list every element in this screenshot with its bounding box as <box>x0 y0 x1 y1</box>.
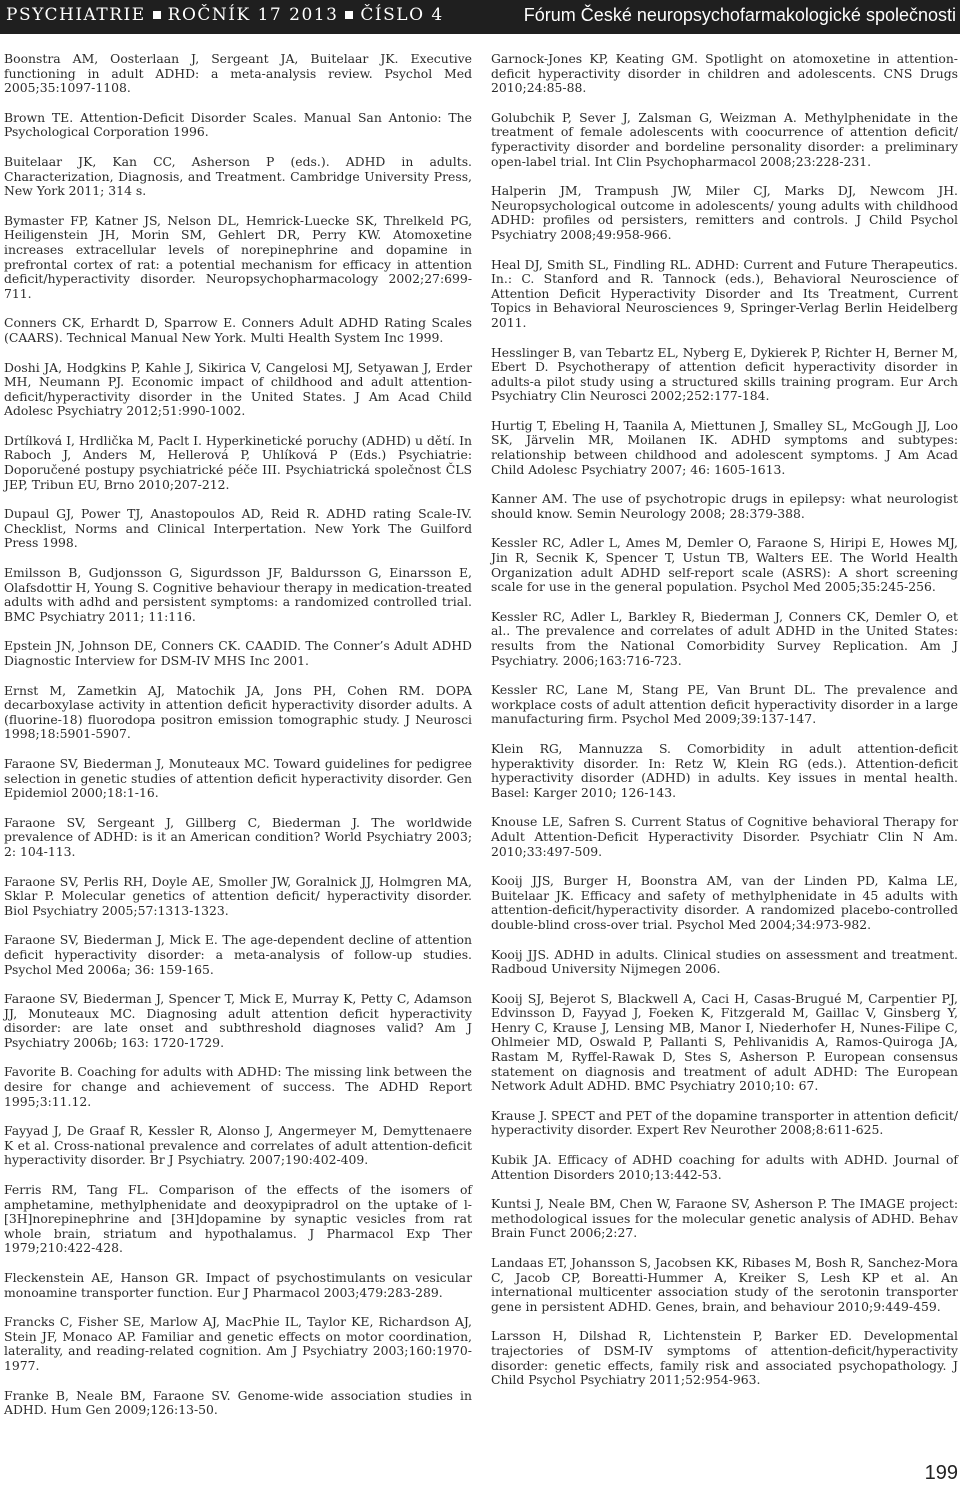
reference-entry: Heal DJ, Smith SL, Findling RL. ADHD: Current and Future Therapeutics. In.: C. Stanford and R. Tannock (eds.), Behavioral Neuroscience of Attention Deficit Hyperactivity Disorder and Its Treatment, Current Topics in Behavioral Neurosciences 9, Springer-Verlag Berlin Heidelberg 2011. <box>491 256 958 330</box>
reference-entry: Faraone SV, Sergeant J, Gillberg C, Biederman J. The worldwide prevalence of ADHD: is it an American condition? World Psychiatry 2003; 2: 104-113. <box>4 814 472 859</box>
reference-entry: Epstein JN, Johnson DE, Conners CK. CAADID. The Conner’s Adult ADHD Diagnostic Interview for DSM-IV MHS Inc 2001. <box>4 638 472 668</box>
page-number: 199 <box>924 1462 958 1484</box>
reference-entry: Krause J. SPECT and PET of the dopamine transporter in attention deficit/ hyperactivity disorder. Expert Rev Neurother 2008;8:611-625. <box>491 1107 958 1138</box>
references-right-column <box>491 52 958 1403</box>
reference-entry: Larsson H, Dilshad R, Lichtenstein P, Barker ED. Developmental trajectories of DSM-IV symptoms of attention-deficit/hyperactivity disorder: genetic effects, family risk and associated psychopathology. J Child Psychol Psychiatry 2011;52:954-963. <box>491 1328 958 1388</box>
square-bullet-icon <box>345 11 353 19</box>
square-bullet-icon <box>153 11 161 19</box>
reference-entry: Hesslinger B, van Tebartz EL, Nyberg E, Dykierek P, Richter H, Berner M, Ebert D. Psychotherapy of attention deficit hyperactivity disorder in adults-a pilot study using a structured skills training program. Eur Arch Psychiatry Clin Neurosci 2002;252:177-184. <box>491 344 958 404</box>
reference-entry: Knouse LE, Safren S. Current Status of Cognitive behavioral Therapy for Adult Attention-Deficit Hyperactivity Disorder. Psychiatr Clin N Am. 2010;33:497-509. <box>491 814 958 859</box>
reference-entry: Kessler RC, Adler L, Ames M, Demler O, Faraone S, Hiripi E, Howes MJ, Jin R, Secnik K, Spencer T, Ustun TB, Walters EE. The World Health Organization adult ADHD self-report scale (ASRS): A short screening scale for use in the general population. Psychol Med 2005;35:245-256. <box>491 535 958 595</box>
reference-entry: Kanner AM. The use of psychotropic drugs in epilepsy: what neurologist should know. Semin Neurology 2008; 28:379-388. <box>491 491 958 521</box>
journal-header <box>0 0 960 34</box>
reference-entry: Emilsson B, Gudjonsson G, Sigurdsson JF, Baldursson G, Einarsson E, Olafsdottir H, Young S. Cognitive behaviour therapy in medication-treated adults with adhd and persistent symptoms: a randomized controlled trial. BMC Psychiatry 2011; 11:116. <box>4 565 472 624</box>
reference-entry: Ernst M, Zametkin AJ, Matochik JA, Jons PH, Cohen RM. DOPA decarboxylase activity in attention deficit hyperactivity disorder adults. A (fluorine-18) fluorodopa positron emission tomographic study. J Neurosci 1998;18:5901-5907. <box>4 682 472 742</box>
reference-entry: Klein RG, Mannuzza S. Comorbidity in adult attention-deficit hyperaktivity disorder. In: Retz W, Klein RG (eds.). Attention-deficit hyperactivity disorder (ADHD) in adults. Key issues in mental health. Basel: Karger 2010; 126-143. <box>491 740 958 800</box>
references-left-column <box>4 52 472 1433</box>
reference-entry: Faraone SV, Perlis RH, Doyle AE, Smoller JW, Goralnick JJ, Holmgren MA, Sklar P. Molecular genetics of attention deficit/ hyperactivity disorder. Biol Psychiatry 2005;57:1313-1323. <box>4 873 472 918</box>
reference-entry: Faraone SV, Biederman J, Spencer T, Mick E, Murray K, Petty C, Adamson JJ, Monuteaux MC. Diagnosing adult attention deficit hyperactivity disorder: are late onset and subthreshold diagnoses valid? Am J Psychiatry 2006b; 163: 1720-1729. <box>4 991 472 1050</box>
society-name: Fórum České neuropsychofarmakologické společnosti <box>523 5 956 25</box>
reference-entry: Fleckenstein AE, Hanson GR. Impact of psychostimulants on vesicular monoamine transporter function. Eur J Pharmacol 2003;479:283-289. <box>4 1270 472 1300</box>
reference-entry: Favorite B. Coaching for adults with ADHD: The missing link between the desire for change and achievement of success. The ADHD Report 1995;3:11.12. <box>4 1064 472 1109</box>
reference-entry: Kubik JA. Efficacy of ADHD coaching for adults with ADHD. Journal of Attention Disorders 2010;13:442-53. <box>491 1152 958 1182</box>
journal-name: PSYCHIATRIE <box>6 5 146 25</box>
reference-entry: Franke B, Neale BM, Faraone SV. Genome-wide association studies in ADHD. Hum Gen 2009;126:13-50. <box>4 1387 472 1418</box>
reference-entry: Fayyad J, De Graaf R, Kessler R, Alonso J, Angermeyer M, Demyttenaere K et al. Cross-national prevalence and correlates of adult attention-deficit hyperactivity disorder. Br J Psychiatry. 2007;190:402-409. <box>4 1123 472 1168</box>
reference-entry: Doshi JA, Hodgkins P, Kahle J, Sikirica V, Cangelosi MJ, Setyawan J, Erder MH, Neumann PJ. Economic impact of childhood and adult attention-deficit/hyperactivity disorder in the United States. J Am Acad Child Adolesc Psychiatry 2012;51:990-1002. <box>4 359 472 419</box>
reference-entry: Kuntsi J, Neale BM, Chen W, Faraone SV, Asherson P. The IMAGE project: methodological issues for the molecular genetic analysis of ADHD. Behav Brain Funct 2006;2:27. <box>491 1196 958 1241</box>
reference-entry: Garnock-Jones KP, Keating GM. Spotlight on atomoxetine in attention-deficit hyperactivity disorder in children and adolescents. CNS Drugs 2010;24:85-88. <box>491 51 958 96</box>
reference-entry: Boonstra AM, Oosterlaan J, Sergeant JA, Buitelaar JK. Executive functioning in adult ADHD: a meta-analysis review. Psychol Med 2005;35:1097-1108. <box>4 51 472 96</box>
reference-entry: Kessler RC, Adler L, Barkley R, Biederman J, Conners CK, Demler O, et al.. The prevalence and correlates of adult ADHD in the United States: results from the National Comorbidity Survey Replication. Am J Psychiatry. 2006;163:716-723. <box>491 608 958 668</box>
reference-entry: Francks C, Fisher SE, Marlow AJ, MacPhie IL, Taylor KE, Richardson AJ, Stein JF, Monaco AP. Familiar and genetic effects on motor coordination, laterality, and reading-related cognition. Am J Psychiatry 2003;160:1970-1977. <box>4 1314 472 1373</box>
reference-entry: Kooij JJS. ADHD in adults. Clinical studies on assessment and treatment. Radboud University Nijmegen 2006. <box>491 946 958 977</box>
reference-entry: Kooij SJ, Bejerot S, Blackwell A, Caci H, Casas-Brugué M, Carpentier PJ, Edvinsson D, Fayyad J, Foeken K, Fitzgerald M, Gaillac V, Ginsberg Y, Henry C, Krause J, Lensing MB, Manor I, Niederhofer H, Nunes-Filipe C, Ohlmeier MD, Oswald P, Pallanti S, Pehlivanidis A, Ramos-Quiroga JA, Rastam M, Ryffel-Rawak D, Stes S, Asherson P. European consensus statement on diagnosis and treatment of adult ADHD: The European Network Adult ADHD. BMC Psychiatry 2010;10: 67. <box>491 990 958 1094</box>
reference-entry: Faraone SV, Biederman J, Monuteaux MC. Toward guidelines for pedigree selection in genetic studies of attention deficit hyperactivity disorder. Gen Epidemiol 2000;18:1-16. <box>4 755 472 801</box>
reference-entry: Halperin JM, Trampush JW, Miler CJ, Marks DJ, Newcom JH. Neuropsychological outcome in adolescents/ young adults with childhood ADHD: profiles od persisters, remitters and controls. J Child Psychol Psychiatry 2008;49:958-966. <box>491 183 958 242</box>
reference-entry: Kessler RC, Lane M, Stang PE, Van Brunt DL. The prevalence and workplace costs of adult attention deficit hyperactivity disorder in a large manufacturing firm. Psychol Med 2009;39:137-147. <box>491 682 958 727</box>
reference-entry: Faraone SV, Biederman J, Mick E. The age-dependent decline of attention deficit hyperactivity disorder: a meta-analysis of follow-up studies. Psychol Med 2006a; 36: 159-165. <box>4 932 472 977</box>
reference-entry: Landaas ET, Johansson S, Jacobsen KK, Ribases M, Bosh R, Sanchez-Mora C, Jacob CP, Boreatti-Hummer A, Kreiker S, Lesh KP et al. An international multicenter association study of the serotonin transporter gene in persistent ADHD. Genes, brain, and behaviour 2010;9:449-459. <box>491 1255 958 1314</box>
reference-entry: Conners CK, Erhardt D, Sparrow E. Conners Adult ADHD Rating Scales (CAARS). Technical Manual New York. Multi Health System Inc 1999. <box>4 315 472 345</box>
reference-entry: Ferris RM, Tang FL. Comparison of the effects of the isomers of amphetamine, methylphenidate and deoxypipradrol on the uptake of l- [3H]norepinephrine and [3H]dopamine by synaptic vesicles from rat whole brain, striatum and hypothalamus. J Pharmacol Exp Ther 1979;210:422-428. <box>4 1182 472 1256</box>
volume-label: ROČNÍK 17 <box>167 5 283 25</box>
reference-entry: Hurtig T, Ebeling H, Taanila A, Miettunen J, Smalley SL, McGough JJ, Loo SK, Järvelin MR, Moilanen IK. ADHD symptoms and subtypes: relationship between childhood and adolescent symptoms. J Am Acad Child Adolesc Psychiatry 2007; 46: 1605-1613. <box>491 417 958 477</box>
reference-entry: Golubchik P, Sever J, Zalsman G, Weizman A. Methylphenidate in the treatment of female adolescents with coocurrence of attention deficit/ fyperactivity disorder and bordeline personality disorder: a preliminary open-label trial. Int Clin Psychopharmacol 2008;23:228-231. <box>491 109 958 169</box>
reference-entry: Bymaster FP, Katner JS, Nelson DL, Hemrick-Luecke SK, Threlkeld PG, Heiligenstein JH, Morin SM, Gehlert DR, Perry KW. Atomoxetine increases extracellular levels of norepinephrine and dopamine in prefrontal cortex of rat: a potential mechanism for efficacy in attention deficit/hyperactivity disorder. Neuropsychopharmacology 2002;27:699-711. <box>4 212 472 301</box>
reference-entry: Buitelaar JK, Kan CC, Asherson P (eds.). ADHD in adults. Characterization, Diagnosis, and Treatment. Cambridge University Press, New York 2011; 314 s. <box>4 153 472 199</box>
year-label: 2013 <box>289 5 339 25</box>
reference-entry: Kooij JJS, Burger H, Boonstra AM, van der Linden PD, Kalma LE, Buitelaar JK. Efficacy and safety of methylphenidate in 45 adults with attention-deficit/hyperactivity disorder. A randomized placebo-controlled double-blind cross-over trial. Psychol Med 2004;34:973-982. <box>491 873 958 932</box>
reference-entry: Dupaul GJ, Power TJ, Anastopoulos AD, Reid R. ADHD rating Scale-IV. Checklist, Norms and Clinical Interpertation. New York The Guilford Press 1998. <box>4 506 472 551</box>
reference-entry: Brown TE. Attention-Deficit Disorder Scales. Manual San Antonio: The Psychological Corporation 1996. <box>4 109 472 140</box>
reference-entry: Drtílková I, Hrdlička M, Paclt I. Hyperkinetické poruchy (ADHD) u dětí. In Raboch J, Anders M, Hellerová P, Uhlíková P (Eds.) Psychiatrie: Doporučené postupy psychiatrické péče III. Psychiatrická společnost ČLS JEP, Tribun EU, Brno 2010;207-212. <box>4 432 472 492</box>
issue-info <box>6 5 444 25</box>
issue-label: ČÍSLO 4 <box>360 5 444 25</box>
